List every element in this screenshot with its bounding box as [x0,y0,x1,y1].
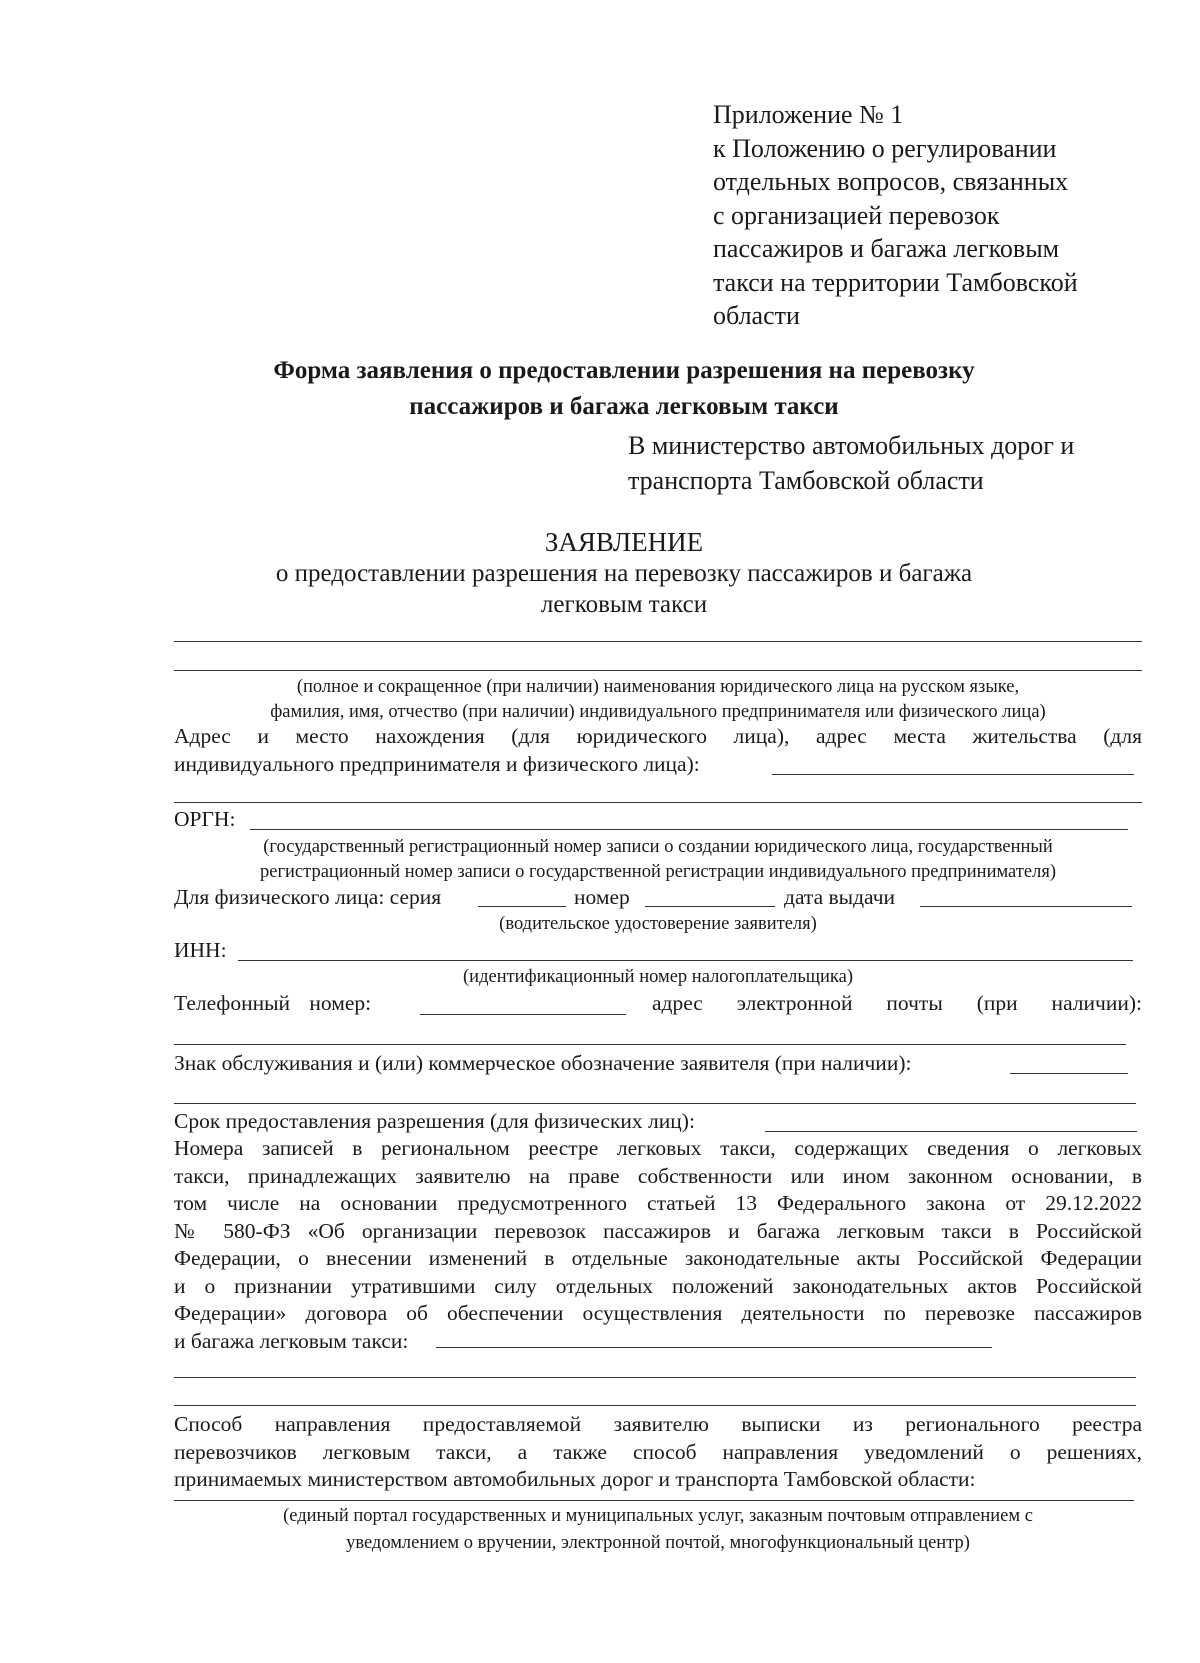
paragraph-line: Способ направления предоставляемой заявителю выписки из регионального реестра [174,1412,1142,1436]
caption-line: (водительское удостоверение заявителя) [499,914,817,934]
address-line: Адрес и место нахождения (для юридического лица), адрес места жительства (для [174,724,1142,748]
email-label: адрес электронной почты (при наличии): [652,991,1142,1015]
appendix-reference [713,98,1153,333]
applicant-name-field[interactable] [174,641,1142,642]
registry-records-field-3[interactable] [174,1405,1136,1406]
appendix-line: к Положению о регулировании [713,133,1057,163]
paragraph-line: том числе на основании предусмотренного статьей 13 Федерального закона от 29.12.2022 [174,1191,1142,1215]
trademark-label: Знак обслуживания и (или) коммерческое обозначение заявителя (при наличии): [174,1051,912,1075]
address-line-text: индивидуального предпринимателя и физического лица): [174,751,700,776]
addressee-line: транспорта Тамбовской области [628,466,984,495]
form-title-line: Форма заявления о предоставлении разрешения на перевозку [273,357,975,384]
address-label [174,723,1142,778]
series-label: Для физического лица: серия [174,885,442,909]
statement-heading: ЗАЯВЛЕНИЕ [544,527,704,557]
paragraph-line: и о признании утратившими силу отдельных положений законодательных актов Российской [174,1273,1142,1298]
statement-subheading-line: легковым такси [540,591,708,618]
caption-line: (полное и сокращенное (при наличии) наименования юридического лица на русском языке, [296,677,1020,697]
paragraph-line: № 580-ФЗ «Об организации перевозок пассажиров и багажа легковым такси в Российской [174,1218,1142,1243]
appendix-line: области [713,301,800,330]
delivery-method-paragraph [174,1411,1142,1494]
registry-records-field[interactable] [436,1347,992,1348]
paragraph-line: и багажа легковым такси: [174,1328,409,1353]
appendix-line: отдельных вопросов, связанных [713,167,1069,196]
paragraph-line: принимаемых министерством автомобильных дорог и транспорта Тамбовской области: [174,1467,976,1491]
caption-line: регистрационный номер записи о государственной регистрации индивидуального предпринимателя) [259,862,1056,882]
appendix-line: такси на территории Тамбовской [713,267,1078,297]
inn-label: ИНН: [174,938,227,962]
form-title-line: пассажиров и багажа легковым такси [409,393,839,420]
issue-date-field[interactable] [920,906,1132,907]
applicant-name-field-2[interactable] [174,670,1142,671]
registry-records-field-2[interactable] [174,1377,1136,1378]
inn-field[interactable] [238,960,1133,961]
statement-subheading-line: о предоставлении разрешения на перевозку пассажиров и багажа [275,560,973,587]
phone-field[interactable] [420,1014,626,1015]
series-field[interactable] [478,906,566,907]
delivery-method-caption [174,1503,1142,1557]
trademark-field-2[interactable] [174,1103,1136,1104]
ogrn-caption [174,835,1142,885]
applicant-name-caption [174,675,1142,725]
phone-label: Телефонный номер: [174,991,372,1015]
paragraph-line: такси, принадлежащих заявителю на праве собственности или ином законном основании, в [174,1163,1142,1188]
addressee-line: В министерство автомобильных дорог и [628,431,1075,460]
ogrn-label: ОРГН: [174,807,236,831]
appendix-line: пассажиров и багажа легковым [713,234,1060,263]
paragraph-line: перевозчиков легковым такси, а также способ направления уведомлений о решениях, [174,1439,1142,1464]
ogrn-field[interactable] [250,829,1128,830]
caption-line: (единый портал государственных и муниципальных услуг, заказным почтовым отправлением с [283,1506,1033,1526]
term-label: Срок предоставления разрешения (для физических лиц): [174,1109,695,1133]
email-label-wrap [652,990,1142,1017]
email-field[interactable] [174,1044,1126,1045]
paragraph-line: Федерации, о внесении изменений в отдельные законодательные акты Российской Федерации [174,1246,1142,1270]
delivery-method-field[interactable] [174,1500,1134,1501]
caption-line: фамилия, имя, отчество (при наличии) индивидуального предпринимателя или физического лица) [270,702,1046,722]
paragraph-line: Номера записей в региональном реестре легковых такси, содержащих сведения о легковых [174,1136,1142,1160]
caption-line: уведомлением о вручении, электронной почтой, многофункциональный центр) [346,1533,970,1553]
license-caption [174,912,1142,937]
statement-subheading [0,558,1200,620]
issue-date-label: дата выдачи [784,885,896,909]
appendix-line: Приложение № 1 [713,100,904,129]
paragraph-line: Федерации» договора об обеспечении осуществления деятельности по перевозке пассажиров [174,1301,1142,1325]
trademark-field[interactable] [1010,1073,1128,1074]
appendix-line: с организацией перевозок [713,200,1000,230]
address-field-2[interactable] [174,802,1142,803]
term-field[interactable] [765,1131,1137,1132]
caption-line: (государственный регистрационный номер записи о создании юридического лица, государственный [263,837,1053,857]
form-title [0,353,1200,425]
inn-caption [174,965,1142,990]
trademark-row [174,1050,1142,1077]
number-field[interactable] [645,906,775,907]
address-field[interactable] [772,774,1134,775]
registry-records-paragraph [174,1135,1142,1355]
caption-line: (идентификационный номер налогоплательщика) [463,967,853,987]
number-label: номер [574,885,630,909]
addressee [628,428,1148,498]
